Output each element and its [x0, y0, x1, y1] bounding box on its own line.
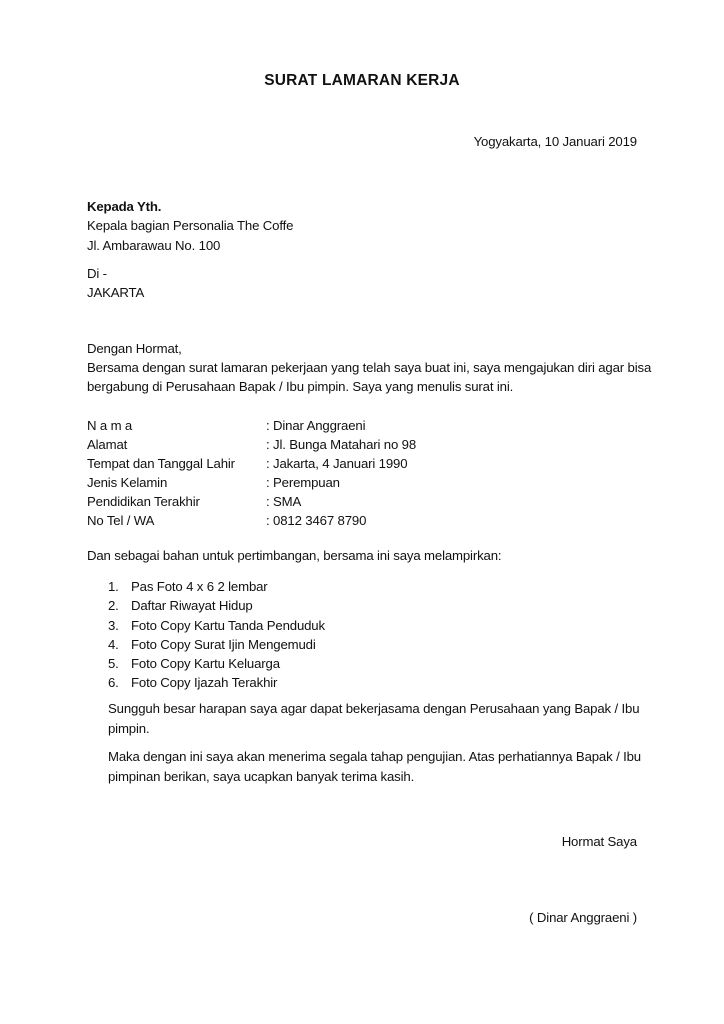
opening-line1: Bersama dengan surat lamaran pekerjaan yang telah saya buat ini, saya mengajukan diri agar bisa: [87, 360, 652, 375]
list-number: 1.: [108, 579, 119, 594]
greeting: Dengan Hormat,: [87, 341, 182, 356]
list-item: [108, 635, 325, 654]
detail-label: Jenis Kelamin: [87, 475, 168, 490]
detail-value: : 0812 3467 8790: [266, 513, 367, 528]
detail-label: N a m a: [87, 418, 133, 433]
recipient-line2: Jl. Ambarawau No. 100: [87, 238, 221, 253]
list-item: [108, 654, 325, 673]
place-date: Yogyakarta, 10 Januari 2019: [473, 134, 637, 149]
list-number: 2.: [108, 598, 119, 614]
list-text: Pas Foto 4 x 6 2 lembar: [131, 579, 268, 594]
detail-value: : Jl. Bunga Matahari no 98: [266, 437, 417, 452]
recipient-di: Di -: [87, 266, 107, 281]
list-number: 5.: [108, 656, 119, 672]
detail-label: Pendidikan Terakhir: [87, 494, 200, 509]
letter-title: SURAT LAMARAN KERJA: [264, 72, 460, 89]
signature-name: ( Dinar Anggraeni ): [529, 910, 637, 925]
list-item: [108, 616, 325, 635]
detail-label: Alamat: [87, 437, 128, 452]
opening-line2: bergabung di Perusahaan Bapak / Ibu pimpin. Saya yang menulis surat ini.: [87, 379, 514, 394]
detail-value: : SMA: [266, 494, 302, 509]
closing-p2-line1: Maka dengan ini saya akan menerima segala tahap pengujian. Atas perhatiannya Bapak / Ibu: [108, 749, 641, 764]
list-text: Foto Copy Kartu Keluarga: [131, 656, 280, 672]
detail-label: Tempat dan Tanggal Lahir: [87, 456, 235, 471]
list-number: 3.: [108, 617, 119, 633]
attachments-intro: Dan sebagai bahan untuk pertimbangan, bersama ini saya melampirkan:: [87, 548, 502, 563]
detail-label: No Tel / WA: [87, 513, 155, 528]
detail-value: : Dinar Anggraeni: [266, 418, 366, 433]
closing-p1-line2: pimpin.: [108, 721, 150, 736]
attachments-list: [108, 577, 325, 693]
list-item: [108, 673, 325, 692]
closing-p2-line2: pimpinan berikan, saya ucapkan banyak terima kasih.: [108, 769, 415, 784]
recipient-salutation: Kepada Yth.: [87, 199, 162, 214]
list-text: Daftar Riwayat Hidup: [131, 598, 253, 614]
list-text: Foto Copy Ijazah Terakhir: [131, 675, 278, 691]
closing-p1-line1: Sungguh besar harapan saya agar dapat bekerjasama dengan Perusahaan yang Bapak / Ibu: [108, 701, 640, 716]
recipient-city: JAKARTA: [87, 285, 145, 300]
list-text: Foto Copy Kartu Tanda Penduduk: [131, 617, 325, 633]
recipient-line1: Kepala bagian Personalia The Coffe: [87, 218, 294, 233]
detail-value: : Jakarta, 4 Januari 1990: [266, 456, 408, 471]
list-number: 4.: [108, 636, 119, 652]
list-text: Foto Copy Surat Ijin Mengemudi: [131, 636, 316, 652]
detail-value: : Perempuan: [266, 475, 340, 490]
list-number: 6.: [108, 675, 119, 691]
list-item: [108, 577, 325, 596]
closing-regards: Hormat Saya: [561, 834, 637, 849]
list-item: [108, 596, 325, 615]
